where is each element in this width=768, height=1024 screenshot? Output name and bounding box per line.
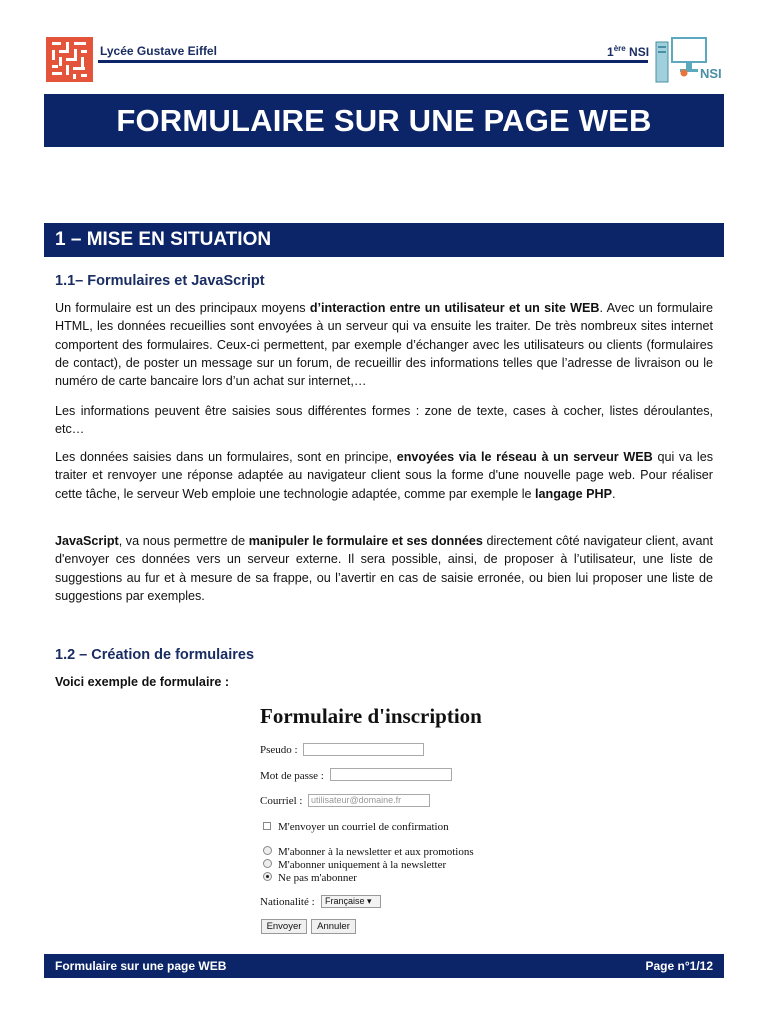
radio-newsletter-only[interactable]	[263, 859, 272, 868]
nsi-logo-text: NSI	[700, 66, 722, 81]
radio-label-1: M'abonner à la newsletter et aux promotions	[278, 846, 474, 858]
paragraph-4: JavaScript, va nous permettre de manipuler le formulaire et ses données directement côté navigateur client, avant d'envoyer ces données vers un serveur externe. Il sera possible, ainsi, de proposer à l’utilisateur, une liste de suggestions au fur et à mesure de sa frappe, ou l’avertir en cas de saisie erronée, ou bien lui proposer une liste de suggestions par exemples.	[55, 534, 713, 603]
title-banner	[44, 94, 724, 147]
paragraph-2: Les informations peuvent être saisies sous différentes formes : zone de texte, cases à cocher, listes déroulantes, etc…	[55, 404, 713, 437]
confirm-label: M'envoyer un courriel de confirmation	[278, 821, 449, 833]
school-name: Lycée Gustave Eiffel	[100, 44, 217, 58]
header-rule	[98, 60, 648, 63]
submit-button[interactable]: Envoyer	[261, 919, 307, 934]
page-title: FORMULAIRE SUR UNE PAGE WEB	[116, 102, 652, 138]
password-input[interactable]	[330, 768, 452, 781]
footer-bar	[44, 954, 724, 978]
radio-label-3: Ne pas m'abonner	[278, 872, 357, 884]
subsection-heading-1-2: 1.2 – Création de formulaires	[55, 647, 255, 663]
section-banner	[44, 223, 724, 257]
nationality-label: Nationalité :	[260, 896, 315, 908]
password-label: Mot de passe :	[260, 770, 324, 782]
confirm-checkbox[interactable]	[263, 822, 271, 830]
footer-title: Formulaire sur une page WEB	[55, 959, 227, 973]
school-logo	[46, 37, 93, 82]
radio-no-subscription[interactable]	[263, 872, 272, 881]
subsection-heading-1-1: 1.1– Formulaires et JavaScript	[55, 273, 265, 289]
paragraph-3: Les données saisies dans un formulaires, sont en principe, envoyées via le réseau à un serveur WEB qui va les traiter et renvoyer une réponse adaptée au navigateur client sous la forme d'une nouvelle page web. Pour réaliser cette tâche, le serveur Web emploie une technologie adaptée, comme par exemple le langage PHP.	[55, 450, 713, 501]
nsi-computer-logo	[654, 36, 728, 84]
radio-label-2: M'abonner uniquement à la newsletter	[278, 859, 447, 871]
section-heading: 1 – MISE EN SITUATION	[55, 229, 272, 250]
paragraph-1: Un formulaire est un des principaux moyens d’interaction entre un utilisateur et un site WEB. Avec un formulaire HTML, les données recueillies sont envoyées à un serveur qui va ensuite les traiter. De très nombreux sites internet comportent des formulaires. Ceux-ci permettent, par exemple d’échanger avec les utilisateurs ou clients (formulaires de contact), de poster un message sur un forum, de recueillir des informations telles que l’adresse de livraison ou le numéro de carte bancaire lors d’un achat sur internet,…	[55, 301, 713, 389]
radio-newsletter-promos[interactable]	[263, 846, 272, 855]
page-number: Page n°1/12	[645, 959, 713, 973]
email-input[interactable]: utilisateur@domaine.fr	[308, 794, 430, 807]
reset-button[interactable]: Annuler	[311, 919, 356, 934]
form-example-image	[254, 700, 510, 946]
email-label: Courriel :	[260, 795, 303, 807]
pseudo-input[interactable]	[303, 743, 424, 756]
nationality-select[interactable]: Française ▾	[321, 895, 381, 908]
class-name: 1ère NSI	[607, 44, 650, 59]
pseudo-label: Pseudo :	[260, 744, 298, 756]
form-intro-text: Voici exemple de formulaire :	[55, 675, 230, 689]
form-heading: Formulaire d'inscription	[260, 704, 482, 728]
